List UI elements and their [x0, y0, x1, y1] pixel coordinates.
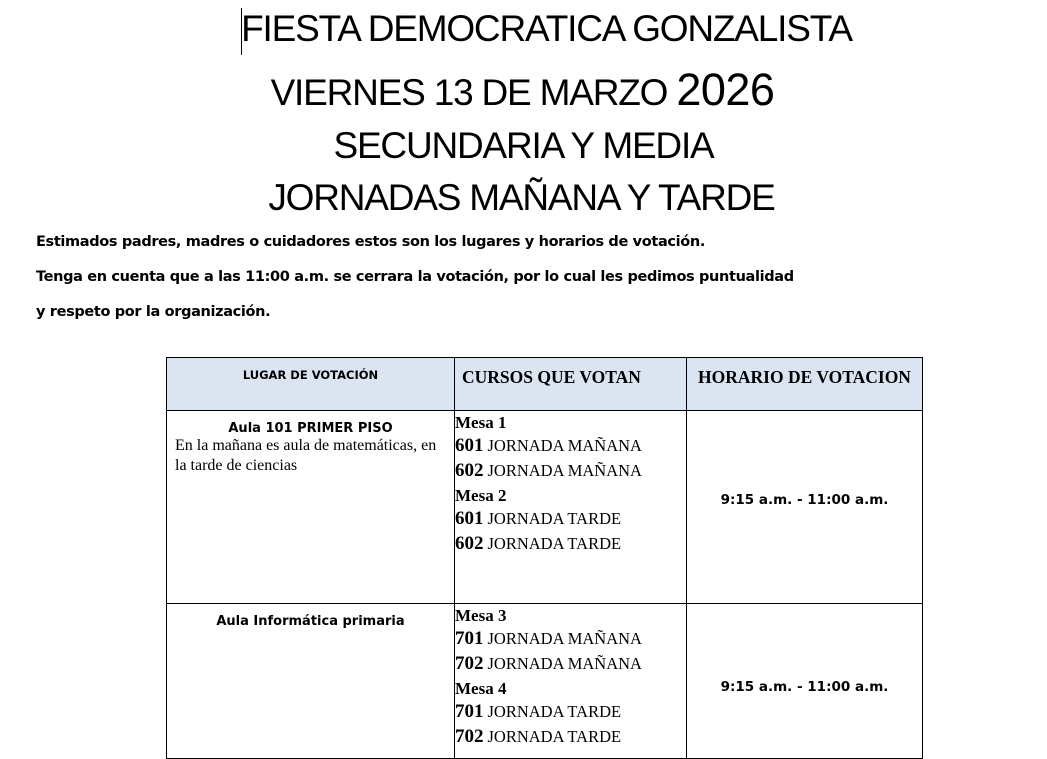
course-line [455, 725, 686, 750]
place-cell[interactable] [167, 604, 455, 759]
header-schedule-label: HORARIO DE VOTACION [698, 367, 911, 387]
mesa-label: Mesa 1 [455, 413, 507, 432]
course-shift: JORNADA MAÑANA [487, 461, 642, 480]
document-title[interactable]: FIESTA DEMOCRATICA GONZALISTA [241, 8, 852, 49]
intro-line-1[interactable]: Estimados padres, madres o cuidadores estos son los lugares y horarios de votación. [36, 234, 705, 250]
schedule-cell[interactable] [687, 411, 923, 604]
course-number: 601 [455, 508, 484, 529]
header-cell-courses[interactable] [455, 358, 687, 411]
header-cell-schedule[interactable] [687, 358, 923, 411]
course-shift: JORNADA MAÑANA [487, 436, 642, 455]
voting-time: 9:15 a.m. - 11:00 a.m. [720, 492, 889, 508]
voting-time: 9:15 a.m. - 11:00 a.m. [720, 679, 889, 695]
course-shift: JORNADA TARDE [487, 727, 622, 746]
course-number: 602 [455, 460, 484, 481]
courses-cell[interactable] [455, 604, 687, 759]
place-cell[interactable] [167, 411, 455, 604]
place-title: Aula Informática primaria [216, 614, 405, 629]
course-line [455, 532, 686, 557]
table-header-row [167, 358, 923, 411]
header-courses-label: CURSOS QUE VOTAN [462, 367, 641, 387]
mesa-label: Mesa 3 [455, 606, 507, 625]
course-number: 702 [455, 653, 484, 674]
courses-cell[interactable] [455, 411, 687, 604]
course-number: 701 [455, 628, 484, 649]
header-place-label: LUGAR DE VOTACIÓN [242, 368, 379, 382]
place-title: Aula 101 PRIMER PISO [228, 421, 393, 436]
course-line [455, 700, 686, 725]
course-line [455, 507, 686, 532]
table-row [167, 411, 923, 604]
header-cell-place[interactable] [167, 358, 455, 411]
course-number: 602 [455, 533, 484, 554]
course-shift: JORNADA TARDE [487, 509, 622, 528]
course-line [455, 652, 686, 677]
intro-line-2[interactable]: Tenga en cuenta que a las 11:00 a.m. se cerrara la votación, por lo cual les pedimos puntualidad [36, 269, 794, 285]
voting-table [166, 357, 923, 759]
schedule-cell[interactable] [687, 604, 923, 759]
intro-line-3[interactable]: y respeto por la organización. [36, 304, 271, 320]
school-levels[interactable]: SECUNDARIA Y MEDIA [333, 125, 714, 166]
mesa-label: Mesa 4 [455, 679, 507, 698]
place-description: En la mañana es aula de matemáticas, en la tarde de ciencias [175, 437, 437, 474]
table-row [167, 604, 923, 759]
course-line [455, 627, 686, 652]
course-number: 702 [455, 726, 484, 747]
course-line [455, 434, 686, 459]
course-number: 701 [455, 701, 484, 722]
mesa-label: Mesa 2 [455, 486, 507, 505]
course-shift: JORNADA TARDE [487, 702, 622, 721]
event-year: 2026 [676, 64, 775, 115]
course-shift: JORNADA TARDE [487, 534, 622, 553]
course-shift: JORNADA MAÑANA [487, 629, 642, 648]
event-date[interactable] [0, 64, 1046, 116]
school-shifts[interactable]: JORNADAS MAÑANA Y TARDE [268, 177, 775, 218]
course-line [455, 459, 686, 484]
course-shift: JORNADA MAÑANA [487, 654, 642, 673]
course-number: 601 [455, 435, 484, 456]
event-date-text: VIERNES 13 DE MARZO [270, 72, 668, 113]
